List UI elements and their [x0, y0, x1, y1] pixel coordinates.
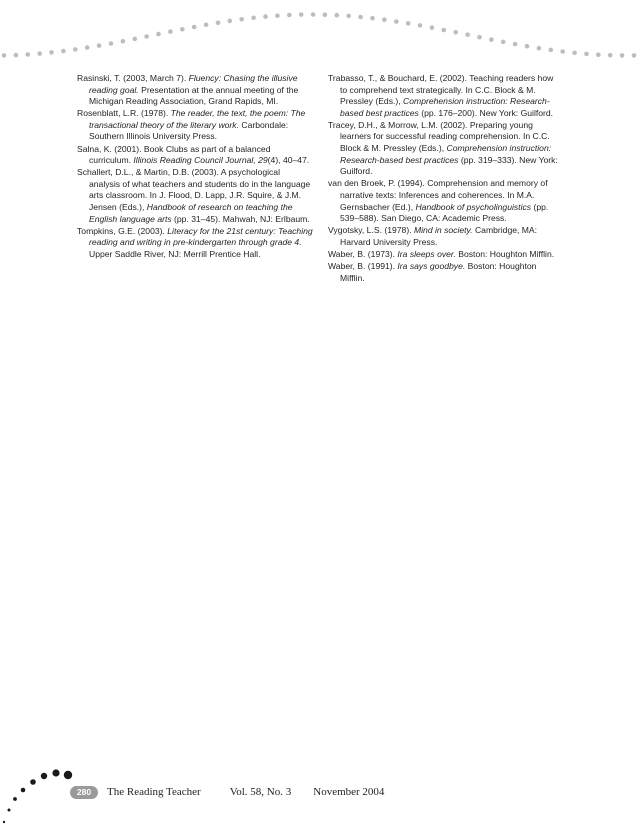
decorative-dot — [52, 769, 59, 776]
reference-authors-year: Rasinski, T. (2003, March 7). — [77, 73, 189, 83]
decorative-dot — [323, 12, 328, 17]
decorative-dot — [299, 12, 304, 17]
reference-authors-year: Vygotsky, L.S. (1978). — [328, 225, 414, 236]
decorative-dot — [453, 30, 458, 35]
decorative-dot — [537, 46, 542, 51]
page-footer — [70, 785, 384, 799]
decorative-dot — [513, 42, 518, 47]
decorative-dot — [37, 51, 42, 56]
decorative-dot — [61, 49, 66, 54]
reference-publication: (4), 40–47. — [267, 155, 310, 166]
decorative-dot — [263, 14, 268, 19]
decorative-dot — [3, 821, 5, 823]
decorative-dot — [251, 15, 256, 20]
issue-date: November 2004 — [313, 786, 385, 798]
decorative-dot — [275, 13, 280, 18]
decorative-dot — [549, 48, 554, 53]
decorative-dot — [358, 15, 363, 20]
decorative-dot — [204, 23, 209, 28]
reference-authors-year: Waber, B. (1973). — [328, 248, 398, 259]
reference-authors-year: Trabasso, T., & Bouchard, E. (2002). Teaching readers how to comprehend text strategically. In C.C. Block & M. Pressley (Eds.), — [328, 73, 554, 107]
reference-authors-year: van den Broek, P. (1994). Comprehension and memory of narrative texts: Inferences and coherences. In M.A. Gernsbacher (Ed.), — [328, 178, 548, 212]
decorative-dot — [430, 25, 435, 30]
decorative-dot — [501, 40, 506, 45]
reference-authors-year: Waber, B. (1991). — [328, 261, 398, 271]
page-number-badge: 280 — [70, 786, 98, 799]
reference-entry — [328, 261, 562, 284]
decorative-dot — [8, 809, 11, 812]
reference-title: Fluency: Chasing the illusive reading goal. — [89, 73, 298, 95]
reference-title: The reader, the text, the poem: The transactional theory of the literary work. — [89, 108, 306, 130]
decorative-dot — [109, 41, 114, 46]
decorative-dot — [620, 53, 625, 58]
volume-issue: Vol. 58, No. 3 — [229, 786, 292, 798]
decorative-dot — [346, 14, 351, 19]
decorative-dot-wave — [0, 0, 638, 70]
decorative-dot — [156, 32, 161, 37]
decorative-dot — [311, 12, 316, 17]
reference-entry — [328, 73, 562, 119]
reference-authors-year: Rosenblatt, L.R. (1978). — [77, 108, 171, 119]
reference-title: Literacy for the 21st century: Teaching reading and writing in pre-kindergarten through grade 4. — [89, 225, 313, 248]
reference-title: Comprehension instruction: Research-based best practices — [340, 143, 552, 165]
decorative-dot — [370, 16, 375, 21]
reference-entry — [328, 225, 562, 248]
references-left-column — [77, 73, 313, 261]
reference-entry — [77, 73, 313, 108]
reference-title: Illinois Reading Council Journal, 29 — [133, 155, 268, 166]
reference-title: Ira sleeps over. — [397, 248, 456, 259]
journal-title: The Reading Teacher — [107, 786, 201, 798]
reference-publication: Carbondale: Southern Illinois University Press. — [89, 119, 289, 142]
decorative-dot — [2, 53, 7, 58]
reference-title: Handbook of psycholinguistics — [415, 201, 532, 212]
reference-authors-year: Tracey, D.H., & Morrow, L.M. (2002). Preparing young learners for successful reading comprehension. In C.C. Block & M. Pressley (Eds.), — [328, 119, 550, 154]
decorative-dot — [406, 21, 411, 26]
reference-title: Ira says goodbye. — [397, 261, 466, 271]
reference-publication: (pp. 539–588). San Diego, CA: Academic Press. — [340, 201, 549, 224]
decorative-dot — [21, 788, 26, 793]
decorative-dot — [121, 39, 126, 44]
decorative-dot — [26, 52, 31, 57]
reference-publication: Presentation at the annual meeting of the Michigan Reading Association, Grand Rapids, MI. — [89, 84, 299, 107]
reference-title: Handbook of research on teaching the English language arts — [89, 202, 293, 224]
reference-entry — [77, 108, 313, 143]
decorative-dot — [608, 53, 613, 58]
references-right-column — [328, 73, 562, 285]
reference-publication: (pp. 31–45). Mahwah, NJ: Erlbaum. — [171, 213, 310, 224]
decorative-dot — [418, 23, 423, 28]
reference-entry — [328, 120, 562, 178]
decorative-dot — [596, 52, 601, 57]
decorative-dot — [144, 34, 149, 39]
decorative-dot — [560, 49, 565, 54]
reference-authors-year: Salna, K. (2001). Book Clubs as part of a balanced curriculum. — [77, 143, 271, 166]
decorative-dot — [85, 45, 90, 50]
decorative-dot — [394, 19, 399, 24]
decorative-dot — [30, 779, 36, 785]
decorative-dot — [14, 53, 19, 58]
reference-title: Mind in society. — [413, 225, 473, 236]
decorative-dot — [489, 37, 494, 42]
decorative-dot — [335, 13, 340, 18]
decorative-dot — [465, 32, 470, 37]
decorative-dot — [64, 771, 72, 779]
reference-publication: Upper Saddle River, NJ: Merrill Prentice Hall. — [89, 248, 261, 259]
decorative-dot — [97, 43, 102, 48]
decorative-dot — [572, 51, 577, 56]
reference-entry — [77, 167, 313, 225]
decorative-dot — [49, 50, 54, 55]
reference-entry — [328, 249, 562, 261]
reference-publication: Boston: Houghton Mifflin. — [340, 261, 537, 283]
decorative-dot — [525, 44, 530, 49]
decorative-dot — [477, 35, 482, 40]
reference-authors-year: Tompkins, G.E. (2003). — [77, 225, 168, 236]
reference-entry — [77, 144, 313, 167]
decorative-dot — [13, 797, 17, 801]
decorative-dot — [228, 19, 233, 24]
decorative-dot — [73, 47, 78, 52]
decorative-dot — [632, 53, 637, 58]
decorative-dot — [180, 27, 185, 32]
reference-entry — [328, 178, 562, 224]
decorative-dot — [192, 25, 197, 30]
reference-entry — [77, 226, 313, 261]
decorative-dot — [168, 29, 173, 34]
reference-publication: Boston: Houghton Mifflin. — [455, 248, 555, 259]
decorative-dot — [442, 28, 447, 33]
decorative-dot — [41, 773, 47, 779]
decorative-dot — [584, 52, 589, 57]
decorative-dot — [133, 37, 138, 42]
decorative-dot — [382, 17, 387, 22]
reference-publication: Cambridge, MA: Harvard University Press. — [340, 225, 538, 247]
reference-publication: (pp. 319–333). New York: Guilford. — [340, 154, 558, 177]
reference-publication: (pp. 176–200). New York: Guilford. — [418, 107, 554, 118]
decorative-dot — [216, 21, 221, 26]
reference-authors-year: Schallert, D.L., & Martin, D.B. (2003). A psychological analysis of what teachers and students do in the language arts classroom. In J. Flood, D. Lapp, J.R. Squire, & J.M. Jensen (Eds.), — [77, 167, 311, 213]
decorative-dot — [239, 17, 244, 22]
reference-title: Comprehension instruction: Research-based best practices — [340, 96, 550, 118]
decorative-dot — [287, 13, 292, 18]
